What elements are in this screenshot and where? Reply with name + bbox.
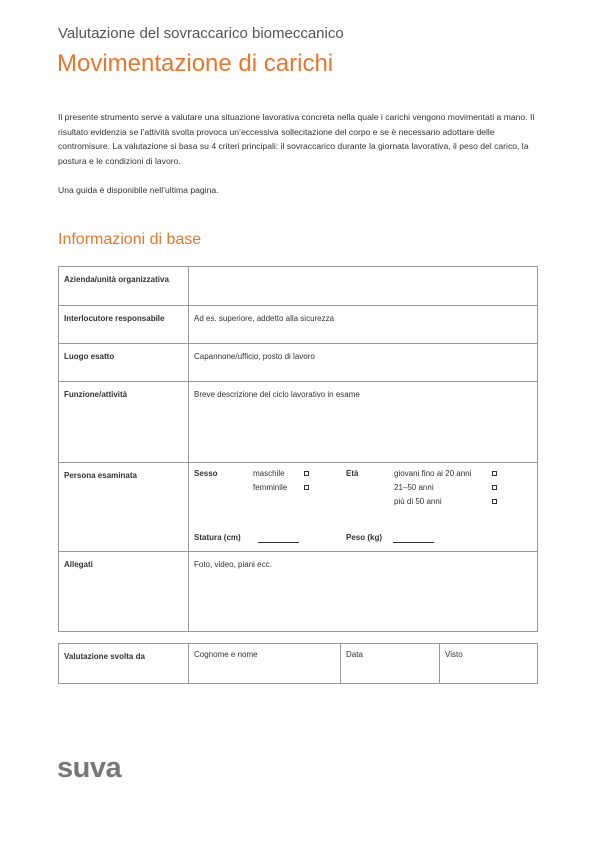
interlocutore-label: Interlocutore responsabile xyxy=(59,306,189,343)
column-divider xyxy=(340,644,341,683)
allegati-field[interactable]: Foto, video, piani ecc. xyxy=(194,560,272,569)
eta-over-50-checkbox[interactable] xyxy=(492,499,497,504)
valutazione-row xyxy=(59,644,537,683)
eta-21-50-checkbox[interactable] xyxy=(492,485,497,490)
luogo-row xyxy=(59,343,537,381)
intro-text xyxy=(58,110,548,197)
eta-option-label: più di 50 anni xyxy=(394,497,442,506)
eta-giovani-checkbox[interactable] xyxy=(492,471,497,476)
persona-row xyxy=(59,462,537,551)
peso-label: Peso (kg) xyxy=(346,533,383,542)
luogo-field[interactable]: Capannone/ufficio, posto di lavoro xyxy=(194,352,315,361)
section-title: Informazioni di base xyxy=(58,231,202,248)
intro-paragraph: Il presente strumento serve a valutare una situazione lavorativa concreta nella quale i carichi vengono movimentati a mano. Il risultato evidenzia se l’attività svolta provoca un’eccessiva sollecitazione del corpo e se è necessario adottare delle contromisure. La valutazione si basa su 4 criteri principali: il sovraccarico durante la giornata lavorativa, il peso del carico, la postura e le condizioni di lavoro. xyxy=(58,112,535,166)
interlocutore-row xyxy=(59,305,537,343)
allegati-label: Allegati xyxy=(59,552,189,631)
azienda-row xyxy=(59,267,537,305)
valutazione-label: Valutazione svolta da xyxy=(59,644,189,683)
persona-field xyxy=(189,463,537,551)
sesso-femminile-checkbox[interactable] xyxy=(304,485,309,490)
funzione-row xyxy=(59,381,537,462)
basic-info-table xyxy=(58,266,538,632)
funzione-label: Funzione/attività xyxy=(59,382,189,462)
visto-field[interactable]: Visto xyxy=(445,650,463,659)
intro-guide-note: Una guida è disponibile nell’ultima pagina. xyxy=(58,184,219,195)
statura-input[interactable] xyxy=(258,542,299,543)
interlocutore-field[interactable]: Ad es. superiore, addetto alla sicurezza xyxy=(194,314,335,323)
suva-logo: suva xyxy=(57,752,122,784)
sesso-label: Sesso xyxy=(194,469,218,478)
allegati-row xyxy=(59,551,537,631)
peso-input[interactable] xyxy=(393,542,434,543)
document-title: Movimentazione di carichi xyxy=(57,50,334,77)
eta-label: Età xyxy=(346,469,359,478)
eta-option-label: giovani fino ai 20 anni xyxy=(394,469,472,478)
funzione-field[interactable]: Breve descrizione del ciclo lavorativo in esame xyxy=(194,390,360,399)
persona-label: Persona esaminata xyxy=(59,463,189,551)
azienda-label: Azienda/unità organizzativa xyxy=(59,267,189,305)
azienda-field[interactable] xyxy=(189,267,537,305)
cognome-nome-field[interactable]: Cognome e nome xyxy=(194,650,258,659)
luogo-label: Luogo esatto xyxy=(59,344,189,381)
sesso-option-label: femminile xyxy=(253,483,288,492)
document-pretitle: Valutazione del sovraccarico biomeccanico xyxy=(58,25,344,42)
eta-option-label: 21–50 anni xyxy=(394,483,434,492)
statura-label: Statura (cm) xyxy=(194,533,241,542)
sesso-option-label: maschile xyxy=(253,469,285,478)
sesso-maschile-checkbox[interactable] xyxy=(304,471,309,476)
data-field[interactable]: Data xyxy=(346,650,363,659)
valutazione-fields xyxy=(189,644,537,683)
column-divider xyxy=(439,644,440,683)
valutazione-table xyxy=(58,643,538,684)
